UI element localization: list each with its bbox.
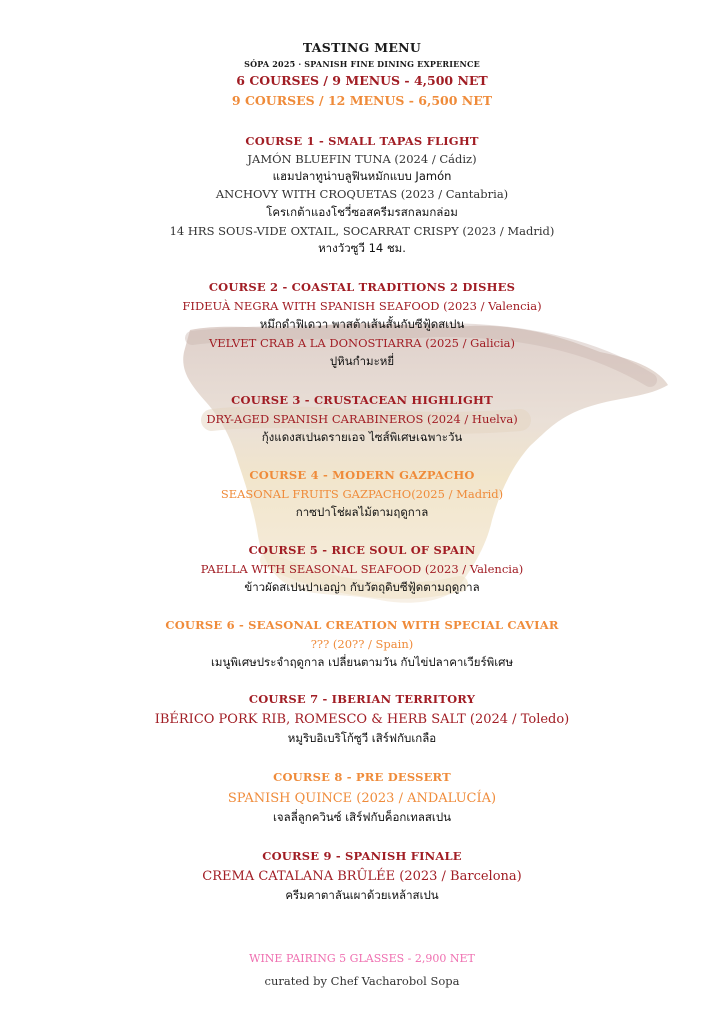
wine-pairing: WINE PAIRING 5 GLASSES - 2,900 NET [249,952,475,965]
menu-subtitle: SÓPA 2025 · SPANISH FINE DINING EXPERIENCE [244,59,480,69]
course-9-dish-1: CREMA CATALANA BRÛLÉE (2023 / Barcelona) [202,869,522,884]
course-3-dish-1: DRY-AGED SPANISH CARABINEROS (2024 / Huelva) [206,412,518,426]
course-1-dish-2-thai: โครเกต้าแองโชวี่ซอสครีมรสกลมกล่อม [266,205,458,219]
course-6-title: COURSE 6 - SEASONAL CREATION WITH SPECIAL CAVIAR [165,618,559,632]
course-5-dish-1-thai: ข้าวผัดสเปนปาเอญ่า กับวัตถุดิบซีฟู้ดตามฤดูกาล [244,580,480,594]
course-1-dish-1: JAMÓN BLUEFIN TUNA (2024 / Cádiz) [247,152,477,166]
course-4-dish-1: SEASONAL FRUITS GAZPACHO(2025 / Madrid) [220,487,504,501]
course-6-dish-1: ??? (20?? / Spain) [310,637,414,651]
chef-credit: curated by Chef Vacharobol Sopa [264,974,460,988]
price-six-courses: 6 COURSES / 9 MENUS - 4,500 NET [236,73,488,88]
course-5-dish-1: PAELLA WITH SEASONAL SEAFOOD (2023 / Valencia) [200,562,524,576]
course-5-title: COURSE 5 - RICE SOUL OF SPAIN [248,543,476,557]
course-2-dish-1: FIDEUÀ NEGRA WITH SPANISH SEAFOOD (2023 / Valencia) [182,299,542,313]
course-8-dish-1-thai: เจลลี่ลูกควินซ์ เสิร์ฟกับค็อกเทลสเปน [272,810,451,824]
course-8-dish-1: SPANISH QUINCE (2023 / ANDALUCÍA) [227,791,497,806]
menu-title: TASTING MENU [302,40,422,55]
course-7-dish-1-thai: หมูริบอิเบริโก้ซูวี เสิร์ฟกับเกลือ [287,731,437,745]
course-9-dish-1-thai: ครีมคาตาลันเผาด้วยเหล้าสเปน [285,888,439,902]
course-1-dish-2: ANCHOVY WITH CROQUETAS (2023 / Cantabria) [215,187,509,201]
course-1-title: COURSE 1 - SMALL TAPAS FLIGHT [245,134,479,148]
course-2-dish-1-thai: หมึกดำฟิเดวา พาสต้าเส้นสั้นกับซีฟู้ดสเปน [259,317,465,331]
price-nine-courses: 9 COURSES / 12 MENUS - 6,500 NET [231,93,493,108]
course-9-title: COURSE 9 - SPANISH FINALE [262,849,462,863]
course-4-dish-1-thai: กาซปาโช่ผลไม้ตามฤดูกาล [295,505,429,519]
course-6-dish-1-thai: เมนูพิเศษประจำฤดูกาล เปลี่ยนตามวัน กับไข่ปลาคาเวียร์พิเศษ [210,655,514,669]
course-8-title: COURSE 8 - PRE DESSERT [273,770,451,784]
course-4-title: COURSE 4 - MODERN GAZPACHO [249,468,475,482]
course-2-dish-2: VELVET CRAB A LA DONOSTIARRA (2025 / Galicia) [208,336,516,350]
course-7-title: COURSE 7 - IBERIAN TERRITORY [248,692,476,706]
course-3-title: COURSE 3 - CRUSTACEAN HIGHLIGHT [231,393,493,407]
course-1-dish-3-thai: หางวัวซูวี 14 ชม. [318,241,406,255]
course-1-dish-3: 14 HRS SOUS-VIDE OXTAIL, SOCARRAT CRISPY (2023 / Madrid) [169,224,555,238]
course-1-dish-1-thai: แฮมปลาทูน่าบลูฟินหมักแบบ Jamón [272,169,452,183]
course-2-dish-2-thai: ปูหินกำมะหยี่ [329,354,395,368]
course-7-dish-1: IBÉRICO PORK RIB, ROMESCO & HERB SALT (2024 / Toledo) [154,712,570,727]
course-3-dish-1-thai: กุ้งแดงสเปนดรายเอจ ไซส์พิเศษเฉพาะวัน [261,430,463,444]
course-2-title: COURSE 2 - COASTAL TRADITIONS 2 DISHES [208,280,516,294]
